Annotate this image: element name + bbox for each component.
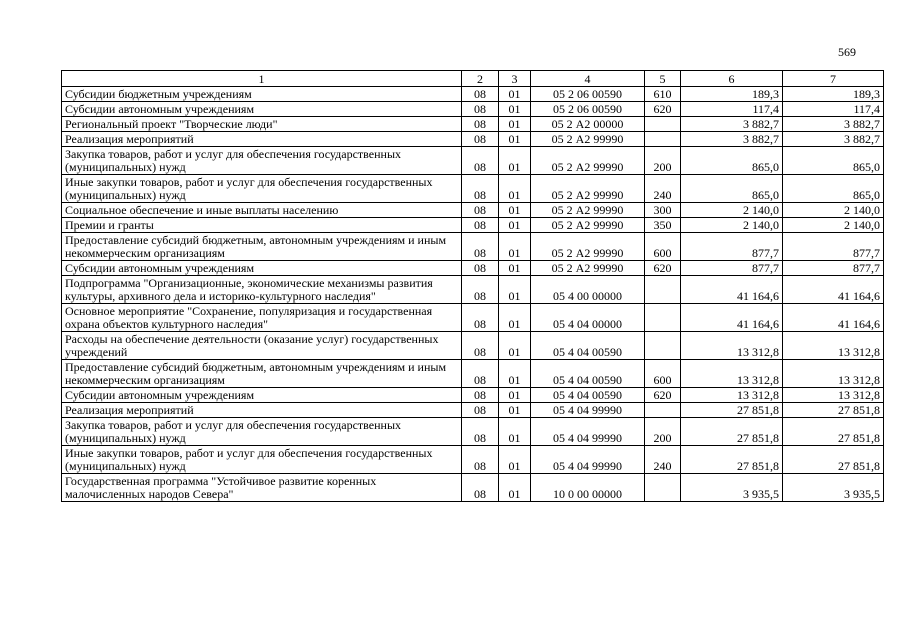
subsection-code: 01 <box>499 87 531 102</box>
expense-type-code: 200 <box>645 418 681 446</box>
section-code: 08 <box>462 446 499 474</box>
subsection-code: 01 <box>499 175 531 203</box>
amount-col6: 13 312,8 <box>681 360 783 388</box>
item-name: Реализация мероприятий <box>62 403 462 418</box>
table-row <box>62 304 884 332</box>
subsection-code: 01 <box>499 132 531 147</box>
amount-col7: 13 312,8 <box>783 332 884 360</box>
amount-col7: 41 164,6 <box>783 304 884 332</box>
target-article-code: 05 4 00 00000 <box>531 276 645 304</box>
table-row <box>62 261 884 276</box>
target-article-code: 05 2 А2 99990 <box>531 132 645 147</box>
subsection-code: 01 <box>499 418 531 446</box>
target-article-code: 05 4 04 00590 <box>531 388 645 403</box>
table-row <box>62 360 884 388</box>
expense-type-code <box>645 474 681 502</box>
target-article-code: 05 2 А2 99990 <box>531 218 645 233</box>
item-name: Иные закупки товаров, работ и услуг для обеспечения государственных (муниципальных) нужд <box>62 175 462 203</box>
target-article-code: 05 2 А2 99990 <box>531 147 645 175</box>
amount-col7: 3 882,7 <box>783 117 884 132</box>
subsection-code: 01 <box>499 261 531 276</box>
section-code: 08 <box>462 276 499 304</box>
item-name: Субсидии автономным учреждениям <box>62 102 462 117</box>
header-cell: 4 <box>531 71 645 87</box>
item-name: Предоставление субсидий бюджетным, автономным учреждениям и иным некоммерческим организациям <box>62 360 462 388</box>
target-article-code: 05 4 04 99990 <box>531 446 645 474</box>
item-name: Расходы на обеспечение деятельности (оказание услуг) государственных учреждений <box>62 332 462 360</box>
subsection-code: 01 <box>499 474 531 502</box>
target-article-code: 05 4 04 99990 <box>531 403 645 418</box>
section-code: 08 <box>462 132 499 147</box>
amount-col7: 41 164,6 <box>783 276 884 304</box>
amount-col6: 117,4 <box>681 102 783 117</box>
amount-col6: 27 851,8 <box>681 418 783 446</box>
item-name: Региональный проект "Творческие люди" <box>62 117 462 132</box>
amount-col7: 865,0 <box>783 147 884 175</box>
amount-col7: 13 312,8 <box>783 360 884 388</box>
amount-col6: 13 312,8 <box>681 388 783 403</box>
expense-type-code <box>645 117 681 132</box>
target-article-code: 05 4 04 00000 <box>531 304 645 332</box>
expense-type-code <box>645 304 681 332</box>
amount-col7: 2 140,0 <box>783 218 884 233</box>
target-article-code: 05 2 А2 99990 <box>531 203 645 218</box>
item-name: Социальное обеспечение и иные выплаты населению <box>62 203 462 218</box>
expense-type-code: 620 <box>645 388 681 403</box>
section-code: 08 <box>462 233 499 261</box>
subsection-code: 01 <box>499 102 531 117</box>
expense-type-code: 350 <box>645 218 681 233</box>
target-article-code: 05 2 06 00590 <box>531 102 645 117</box>
amount-col6: 865,0 <box>681 175 783 203</box>
subsection-code: 01 <box>499 218 531 233</box>
target-article-code: 05 2 А2 99990 <box>531 233 645 261</box>
amount-col7: 27 851,8 <box>783 418 884 446</box>
table-row <box>62 403 884 418</box>
amount-col7: 27 851,8 <box>783 403 884 418</box>
target-article-code: 05 2 06 00590 <box>531 87 645 102</box>
table-row <box>62 233 884 261</box>
target-article-code: 05 4 04 00590 <box>531 332 645 360</box>
amount-col7: 13 312,8 <box>783 388 884 403</box>
table-row <box>62 117 884 132</box>
table-row <box>62 388 884 403</box>
subsection-code: 01 <box>499 276 531 304</box>
expense-type-code: 240 <box>645 446 681 474</box>
header-cell: 1 <box>62 71 462 87</box>
target-article-code: 05 2 А2 00000 <box>531 117 645 132</box>
item-name: Предоставление субсидий бюджетным, автономным учреждениям и иным некоммерческим организациям <box>62 233 462 261</box>
table-row <box>62 218 884 233</box>
header-cell: 7 <box>783 71 884 87</box>
table-row <box>62 132 884 147</box>
amount-col7: 877,7 <box>783 261 884 276</box>
target-article-code: 05 2 А2 99990 <box>531 261 645 276</box>
amount-col6: 865,0 <box>681 147 783 175</box>
amount-col7: 877,7 <box>783 233 884 261</box>
amount-col7: 27 851,8 <box>783 446 884 474</box>
amount-col6: 27 851,8 <box>681 403 783 418</box>
amount-col6: 3 882,7 <box>681 132 783 147</box>
item-name: Субсидии автономным учреждениям <box>62 388 462 403</box>
subsection-code: 01 <box>499 233 531 261</box>
item-name: Реализация мероприятий <box>62 132 462 147</box>
amount-col6: 877,7 <box>681 261 783 276</box>
table-row <box>62 147 884 175</box>
subsection-code: 01 <box>499 117 531 132</box>
expense-type-code: 240 <box>645 175 681 203</box>
expense-type-code <box>645 132 681 147</box>
amount-col6: 2 140,0 <box>681 203 783 218</box>
target-article-code: 05 4 04 00590 <box>531 360 645 388</box>
target-article-code: 10 0 00 00000 <box>531 474 645 502</box>
section-code: 08 <box>462 218 499 233</box>
amount-col6: 27 851,8 <box>681 446 783 474</box>
section-code: 08 <box>462 203 499 218</box>
amount-col7: 189,3 <box>783 87 884 102</box>
amount-col6: 41 164,6 <box>681 276 783 304</box>
subsection-code: 01 <box>499 388 531 403</box>
subsection-code: 01 <box>499 446 531 474</box>
expense-type-code <box>645 403 681 418</box>
section-code: 08 <box>462 117 499 132</box>
section-code: 08 <box>462 102 499 117</box>
item-name: Подпрограмма "Организационные, экономические механизмы развития культуры, архивного дела и историко-культурного наследия" <box>62 276 462 304</box>
subsection-code: 01 <box>499 360 531 388</box>
header-row <box>62 71 884 87</box>
expense-type-code <box>645 332 681 360</box>
expense-type-code <box>645 276 681 304</box>
expense-type-code: 300 <box>645 203 681 218</box>
amount-col6: 13 312,8 <box>681 332 783 360</box>
expense-type-code: 620 <box>645 102 681 117</box>
amount-col6: 877,7 <box>681 233 783 261</box>
expense-type-code: 620 <box>645 261 681 276</box>
section-code: 08 <box>462 388 499 403</box>
amount-col7: 2 140,0 <box>783 203 884 218</box>
table-row <box>62 332 884 360</box>
header-cell: 5 <box>645 71 681 87</box>
amount-col7: 3 882,7 <box>783 132 884 147</box>
expense-type-code: 610 <box>645 87 681 102</box>
amount-col7: 865,0 <box>783 175 884 203</box>
item-name: Премии и гранты <box>62 218 462 233</box>
table-row <box>62 474 884 502</box>
section-code: 08 <box>462 87 499 102</box>
section-code: 08 <box>462 474 499 502</box>
section-code: 08 <box>462 147 499 175</box>
section-code: 08 <box>462 403 499 418</box>
table-row <box>62 446 884 474</box>
amount-col6: 41 164,6 <box>681 304 783 332</box>
section-code: 08 <box>462 332 499 360</box>
section-code: 08 <box>462 304 499 332</box>
subsection-code: 01 <box>499 403 531 418</box>
target-article-code: 05 4 04 99990 <box>531 418 645 446</box>
item-name: Закупка товаров, работ и услуг для обеспечения государственных (муниципальных) нужд <box>62 147 462 175</box>
subsection-code: 01 <box>499 304 531 332</box>
target-article-code: 05 2 А2 99990 <box>531 175 645 203</box>
table-row <box>62 276 884 304</box>
table-row <box>62 175 884 203</box>
item-name: Субсидии бюджетным учреждениям <box>62 87 462 102</box>
item-name: Субсидии автономным учреждениям <box>62 261 462 276</box>
header-cell: 2 <box>462 71 499 87</box>
subsection-code: 01 <box>499 203 531 218</box>
item-name: Закупка товаров, работ и услуг для обеспечения государственных (муниципальных) нужд <box>62 418 462 446</box>
section-code: 08 <box>462 418 499 446</box>
table-row <box>62 418 884 446</box>
table-row <box>62 203 884 218</box>
amount-col6: 3 935,5 <box>681 474 783 502</box>
subsection-code: 01 <box>499 147 531 175</box>
table-row <box>62 87 884 102</box>
subsection-code: 01 <box>499 332 531 360</box>
budget-table <box>61 70 884 502</box>
header-cell: 6 <box>681 71 783 87</box>
section-code: 08 <box>462 360 499 388</box>
header-cell: 3 <box>499 71 531 87</box>
expense-type-code: 600 <box>645 360 681 388</box>
item-name: Иные закупки товаров, работ и услуг для обеспечения государственных (муниципальных) нужд <box>62 446 462 474</box>
amount-col6: 3 882,7 <box>681 117 783 132</box>
section-code: 08 <box>462 175 499 203</box>
item-name: Государственная программа "Устойчивое развитие коренных малочисленных народов Севера" <box>62 474 462 502</box>
expense-type-code: 600 <box>645 233 681 261</box>
amount-col7: 117,4 <box>783 102 884 117</box>
section-code: 08 <box>462 261 499 276</box>
table-row <box>62 102 884 117</box>
amount-col7: 3 935,5 <box>783 474 884 502</box>
item-name: Основное мероприятие "Сохранение, популяризация и государственная охрана объектов культурного наследия" <box>62 304 462 332</box>
page-number: 569 <box>838 45 856 59</box>
expense-type-code: 200 <box>645 147 681 175</box>
amount-col6: 189,3 <box>681 87 783 102</box>
amount-col6: 2 140,0 <box>681 218 783 233</box>
